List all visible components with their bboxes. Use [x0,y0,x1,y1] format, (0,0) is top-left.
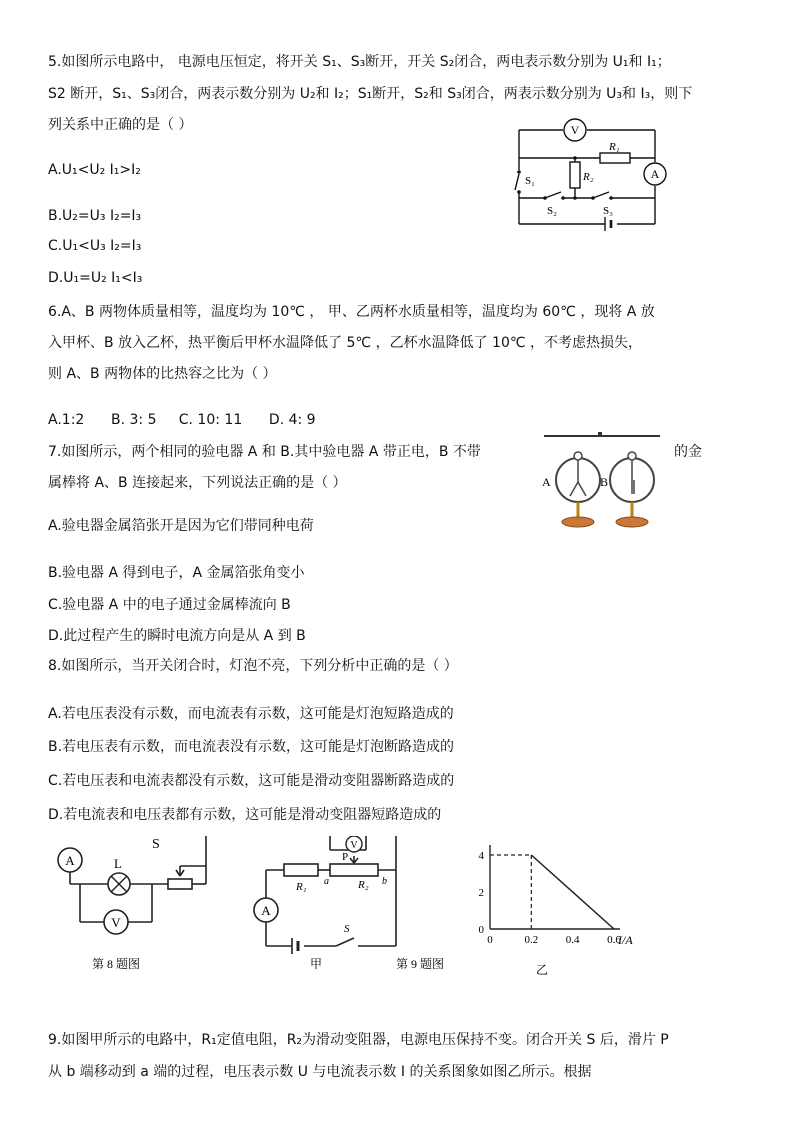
r1-label: R₁ [296,881,307,893]
x-tick-label: 0 [487,934,493,946]
voltmeter-label: V [570,123,580,137]
ammeter-label: A [261,903,271,918]
q9-line-1: 9.如图甲所示的电路中，R₁定值电阻，R₂为滑动变阻器，电源电压保持不变。闭合开关 S 后，滑片 P [48,1032,669,1048]
q8-option-d: D.若电流表和电压表都有示数，这可能是滑动变阻器短路造成的 [48,807,442,823]
lamp-label: L [114,856,122,871]
y-tick-label: 2 [478,887,484,899]
switch-label: S [344,923,350,935]
x-axis-label: I/A [618,933,633,947]
q8-option-b: B.若电压表有示数，而电流表没有示数，这可能是灯泡断路造成的 [48,739,455,755]
q8-line-1: 8.如图所示，当开关闭合时，灯泡不亮，下列分析中正确的是（ ） [48,658,458,674]
electroscope-diagram [540,430,664,534]
ammeter-label: A [650,167,660,181]
q6-line-1: 6.A、B 两物体质量相等，温度均为 10℃ ， 甲、乙两杯水质量相等，温度均为 60℃ ，现将 A 放 [48,304,655,320]
q5-line-1: 5.如图所示电路中， 电源电压恒定，将开关 S₁、S₃断开，开关 S₂闭合，两电表示数分别为 U₁和 I₁； [48,54,671,70]
voltmeter-label: V [350,840,358,851]
q8-option-a: A.若电压表没有示数，而电流表有示数，这可能是灯泡短路造成的 [48,706,454,722]
s3-label: S₃ [603,205,613,217]
q7-line-1: 7.如图所示，两个相同的验电器 A 和 B.其中验电器 A 带正电，B 不带 [48,444,481,460]
q7-line-2: 属棒将 A、B 连接起来，下列说法正确的是（ ） [48,475,347,491]
q9-line-2: 从 b 端移动到 a 端的过程，电压表示数 U 与电流表示数 I 的关系图象如图乙所示。根据 [48,1064,592,1080]
q7-option-c: C.验电器 A 中的电子通过金属棒流向 B [48,597,291,613]
q5-line-3: 列关系中正确的是（ ） [48,117,193,133]
q5-option-a: A.U₁<U₂ I₁>I₂ [48,162,141,178]
q7-option-b: B.验电器 A 得到电子，A 金属箔张角变小 [48,565,305,581]
figure-yi-label: 乙 [536,963,549,976]
q5-line-2: S2 断开，S₁、S₃闭合，两表示数分别为 U₂和 I₂；S₁断开，S₂和 S₃闭合，两表示数分别为 U₃和 I₃，则下 [48,86,693,102]
q8-option-c: C.若电压表和电流表都没有示数，这可能是滑动变阻器断路造成的 [48,773,455,789]
x-tick-label: 0.2 [524,934,539,946]
q9-circuit-diagram [246,836,466,976]
y-tick-label: 0 [478,924,484,936]
x-tick-label: 0.4 [565,934,580,946]
y-tick-label: 4 [478,850,484,862]
lamp-icon [108,873,130,895]
q9-ui-graph [476,836,656,976]
q8-figure-caption: 第 8 题图 [92,957,141,971]
q6-line-3: 则 A、B 两物体的比热容之比为（ ） [48,366,277,382]
q5-option-b: B.U₂=U₃ I₂=I₃ [48,208,142,224]
slider-p-label: P [342,851,349,863]
q7-option-d: D.此过程产生的瞬时电流方向是从 A 到 B [48,628,306,644]
q7-option-a: A.验电器金属箔张开是因为它们带同种电荷 [48,518,314,534]
s1-label: S₁ [525,175,535,187]
ammeter-label: A [65,853,75,868]
label-b: B [600,475,609,489]
q9-figure-caption: 第 9 题图 [396,957,445,971]
label-a: A [542,475,551,489]
q8-circuit-diagram [56,836,226,976]
voltmeter-label: V [111,915,121,930]
q5-option-c: C.U₁<U₃ I₂=I₃ [48,238,142,254]
figure-jia-label: 甲 [310,957,323,971]
q5-option-d: D.U₁=U₂ I₁<I₃ [48,270,143,286]
q7-line-1-end: 的金 [674,444,702,460]
terminal-a-label: a [324,876,329,887]
s2-label: S₂ [547,205,557,217]
x-tick-label: 0.6 [607,934,621,946]
r2-label: R₂ [583,171,594,183]
terminal-b-label: b [382,876,387,887]
q5-circuit-diagram [505,118,675,233]
q6-options: A.1:2 B. 3: 5 C. 10: 11 D. 4: 9 [48,412,316,428]
r1-label: R₁ [609,141,620,153]
switch-label: S [152,837,160,852]
r2-label: R₂ [358,879,369,891]
q6-line-2: 入甲杯、B 放入乙杯，热平衡后甲杯水温降低了 5℃ ，乙杯水温降低了 10℃ ，不考虑热损失， [48,335,643,351]
data-line-segment [531,855,614,929]
